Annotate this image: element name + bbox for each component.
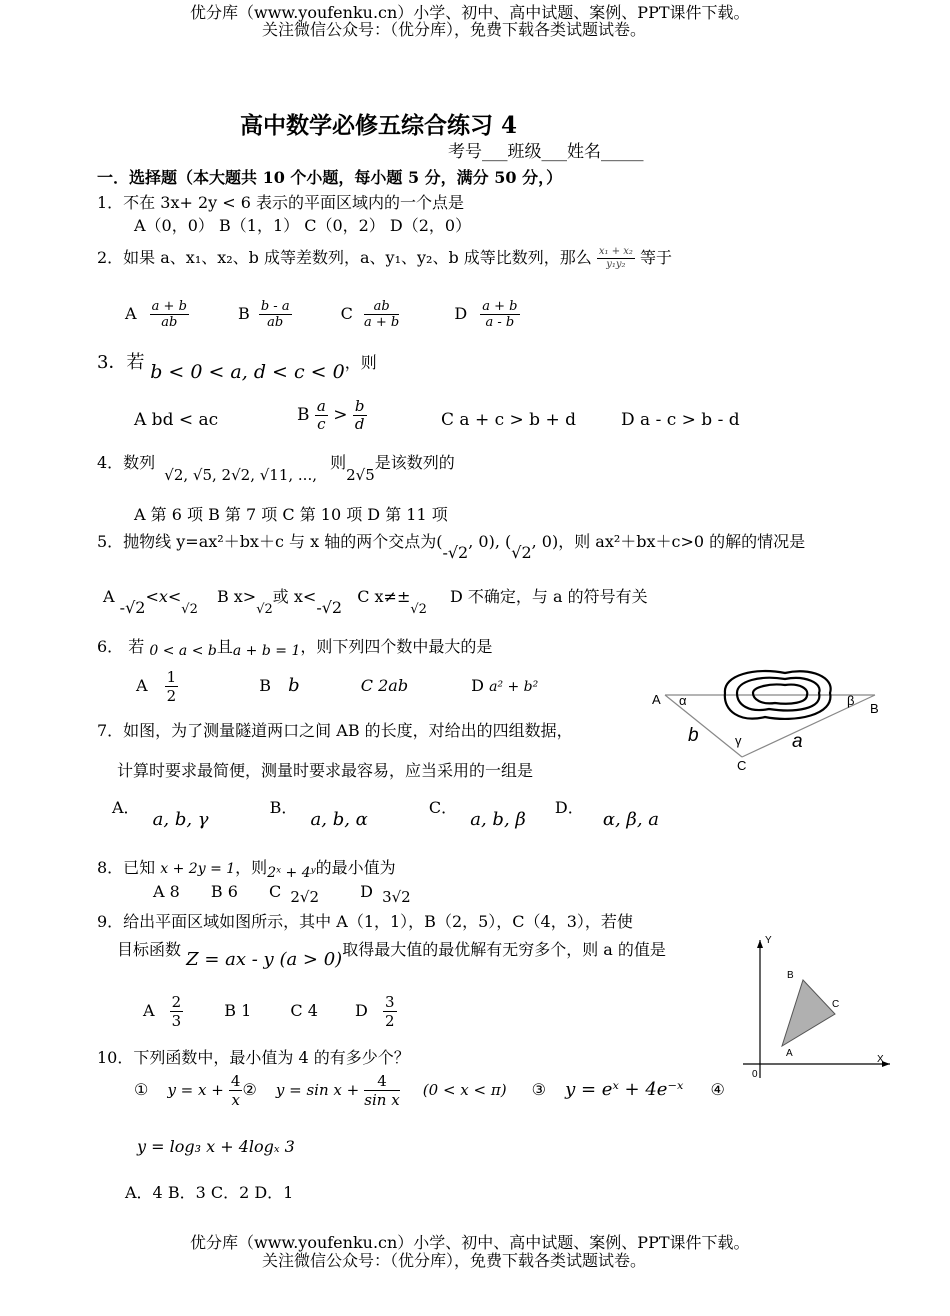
q5-stem (97, 529, 806, 562)
q4-stem-text: 4．数列 (97, 453, 156, 472)
q3-option-c: C a + c > b + d (441, 410, 576, 430)
footer-line-1: 优分库（www.youfenku.cn）小学、初中、高中试题、案例、PPT课件下载。 (190, 1233, 750, 1252)
fig9-point-a: A (786, 1048, 793, 1059)
q5-opt-d: D 不确定，与 a 的符号有关 (450, 587, 648, 606)
q7-opt-d-val: α, β, a (602, 809, 660, 830)
q7-opt-a: A． (112, 798, 140, 817)
q6-opt-d-val: a² + b² (489, 679, 539, 695)
q9-stem-2a: 目标函数 (117, 940, 182, 959)
q2-option-b-frac: $\frac{b - a}{ab}$ (260, 299, 290, 330)
q2-option-d-label: D (454, 304, 468, 323)
q5-opt-a-2: <x< (145, 587, 182, 606)
fig9-point-b: B (787, 970, 794, 981)
q9-func: Z = ax - y (a > 0) (186, 949, 343, 970)
fig7-gamma: γ (735, 733, 742, 748)
q8-opt-a: A 8 (153, 882, 180, 901)
page-title: 高中数学必修五综合练习 4 (240, 112, 518, 139)
q5-point-1: -√2 (442, 543, 469, 562)
q10-item-2-mark: ② (242, 1080, 257, 1099)
q3-option-d: D a - c > b - d (621, 410, 740, 430)
q5-opt-b-2: 或 x< (272, 587, 317, 606)
fig9-point-c: C (832, 999, 840, 1010)
q6-options: A $\frac{1}{2}$ B b C 2ab D a² + b² (136, 668, 539, 705)
section-heading: 一．选择题（本大题共 10 个小题，每小题 5 分，满分 50 分，） (97, 168, 563, 187)
fig9-axis-y: Y (765, 935, 772, 946)
q2-option-a-frac: $\frac{a + b}{ab}$ (151, 299, 187, 330)
q5-options (103, 584, 648, 617)
q7-opt-c-val: a, b, β (470, 809, 526, 830)
q10-item-3-expr: y = eˣ + 4e⁻ˣ (565, 1079, 684, 1100)
q3-option-a: A bd < ac (134, 410, 219, 430)
q6-stem (97, 634, 492, 657)
q10-item-1-mark: ① (134, 1080, 149, 1099)
q4-sequence: √2, √5, 2√2, √11, ..., (164, 466, 317, 484)
q9-opt-c: C 4 (290, 1001, 318, 1020)
q10-options: A．4 B．3 C．2 D．1 (125, 1183, 294, 1202)
info-line: 考号___班级___姓名_____ (448, 142, 644, 162)
q7-opt-b: B． (269, 798, 298, 817)
q2-stem-b: 等于 (640, 248, 673, 267)
q2-option-a-label: A (125, 304, 137, 323)
q5-opt-b-3: -√2 (316, 598, 343, 617)
q10-item-4-expr: y = log₃ x + 4logₓ 3 (137, 1137, 295, 1156)
q8-stem (97, 855, 396, 881)
q3-stem (97, 348, 377, 383)
q5-point-2: √2 (511, 543, 532, 562)
region-figure (738, 928, 898, 1088)
q10-stem: 10．下列函数中，最小值为 4 的有多少个？ (97, 1048, 410, 1067)
q7-opt-d: D． (554, 798, 584, 817)
q5-mid: , 0), ( (468, 532, 512, 551)
q5-opt-a-3: √2 (181, 602, 198, 617)
q8-expr: 2ˣ + 4ʸ (267, 865, 316, 881)
q2-option-c-frac: $\frac{ab}{a + b}$ (364, 299, 400, 330)
q10-items: ① y = x + $\frac{4}{x}$ ② y = sin x + $\frac{4}{\text{sin x}}$ (0 < x < π) ③ y = eˣ + 4e⁻ˣ ④ (134, 1072, 725, 1109)
header-line-1: 优分库（www.youfenku.cn）小学、初中、高中试题、案例、PPT课件下载。 (190, 3, 750, 22)
q5-opt-c: C x≠± (357, 587, 411, 606)
q10-item-4-mark: ④ (710, 1080, 725, 1099)
q2-stem-a: 2．如果 a、x₁、x₂、b 成等差数列，a、y₁、y₂、b 成等比数列，那么 (97, 248, 592, 267)
q3-stem-text: 3．若 (97, 352, 145, 373)
q9-options: A $\frac{2}{3}$ B 1 C 4 D $\frac{3}{2}$ (143, 993, 395, 1030)
q6-opt-d: D (471, 676, 484, 695)
q6-opt-a: A (136, 676, 148, 695)
q8-opt-c-val: 2√2 (290, 888, 320, 906)
q8-stem-a: 8．已知 (97, 858, 156, 877)
q6-cond-1: 0 < a < b (149, 643, 217, 659)
q3-condition: b < 0 < a, d < c < 0 (150, 361, 345, 383)
q1-options: A（0，0） B（1，1） C（0，2） D（2，0） (134, 216, 472, 235)
q3-option-b-label: B (297, 405, 310, 425)
q3-stem-end: ，则 (344, 353, 377, 372)
q7-stem-2: 计算时要求最简便，测量时要求最容易，应当采用的一组是 (117, 761, 534, 780)
q4-mid: 则 (330, 453, 347, 472)
fig7-alpha: α (679, 693, 687, 708)
header-line-2: 关注微信公众号：（优分库），免费下载各类试题试卷。 (262, 20, 647, 39)
fig7-label-a-point: A (652, 692, 661, 707)
q5-opt-b-1: √2 (256, 602, 273, 617)
q5-opt-a-1: -√2 (119, 598, 146, 617)
q8-opt-d-val: 3√2 (382, 888, 411, 906)
q3-option-b: B $\frac{a}{c}$ > $\frac{b}{d}$ (297, 397, 365, 433)
q9-stem-1: 9．给出平面区域如图所示，其中 A（1，1），B（2，5），C（4，3），若使 (97, 912, 633, 931)
fig7-side-b: b (688, 725, 699, 746)
q8-options (153, 882, 411, 906)
q10-item-3-mark: ③ (531, 1080, 546, 1099)
q5-stem-a: 5．抛物线 y=ax²＋bx＋c 与 x 轴的两个交点为( (97, 532, 443, 551)
q5-stem-b: , 0)，则 ax²＋bx＋c>0 的解的情况是 (531, 532, 806, 551)
q2-option-d-frac: $\frac{a + b}{a - b}$ (482, 299, 518, 330)
q6-opt-b-val: b (288, 675, 300, 696)
q6-stem-a: 6． 若 (97, 637, 145, 656)
q7-stem-1: 7．如图，为了测量隧道两口之间 AB 的长度，对给出的四组数据， (97, 721, 573, 740)
q7-opt-a-val: a, b, γ (152, 809, 209, 830)
q6-cond-2: a + b = 1 (232, 643, 301, 659)
q9-opt-d: D (355, 1001, 368, 1020)
q6-mid: 且 (216, 637, 233, 656)
q9-opt-b: B 1 (224, 1001, 252, 1020)
q2-options (125, 299, 520, 330)
q8-stem-b: 的最小值为 (315, 858, 396, 877)
q5-opt-a: A (103, 587, 115, 606)
q7-opt-c: C． (428, 798, 458, 817)
q2-frac: $\frac{\text{x₁ + x₂}}{\text{y₁y₂}}$ (598, 246, 633, 270)
fig7-label-c-point: C (737, 758, 747, 773)
fig7-beta: β (847, 693, 855, 708)
q6-stem-b: ，则下列四个数中最大的是 (300, 637, 493, 656)
q6-opt-c: C 2ab (360, 676, 409, 695)
q10-item-2-domain: (0 < x < π) (422, 1081, 507, 1099)
q8-mid: ，则 (235, 858, 268, 877)
q7-options (112, 795, 660, 830)
fig7-side-a: a (792, 731, 803, 752)
fig9-axis-x: X (877, 1054, 884, 1065)
q9-opt-a: A (143, 1001, 155, 1020)
q5-opt-c-1: √2 (410, 602, 427, 617)
tunnel-figure (645, 665, 890, 775)
q8-opt-b: B 6 (210, 882, 238, 901)
q9-stem-2 (117, 937, 666, 970)
footer-line-2: 关注微信公众号：（优分库），免费下载各类试题试卷。 (262, 1251, 647, 1270)
q5-opt-b: B x> (216, 587, 257, 606)
q8-opt-c: C (269, 882, 282, 901)
q9-stem-2b: 取得最大值的最优解有无穷多个，则 a 的值是 (342, 940, 666, 959)
q7-opt-b-val: a, b, α (310, 809, 368, 830)
q8-cond: x + 2y = 1 (160, 861, 236, 877)
q2-option-b-label: B (237, 304, 250, 323)
q6-opt-b: B (259, 676, 272, 695)
fig9-origin: 0 (752, 1069, 758, 1080)
q10-item-1-expr: y = x + (167, 1081, 224, 1099)
q2-option-c-label: C (340, 304, 353, 323)
q1-stem: 1．不在 3x+ 2y < 6 表示的平面区域内的一个点是 (97, 193, 465, 212)
q4-options: A 第 6 项 B 第 7 项 C 第 10 项 D 第 11 项 (134, 505, 448, 524)
q4-term: 2√5 (346, 466, 375, 484)
q2-stem (97, 245, 672, 271)
q4-stem (97, 450, 455, 484)
q4-end: 是该数列的 (374, 453, 455, 472)
q8-opt-d: D (360, 882, 373, 901)
fig7-label-b-point: B (870, 701, 879, 716)
q10-item-2-expr: y = sin x + (275, 1081, 360, 1099)
